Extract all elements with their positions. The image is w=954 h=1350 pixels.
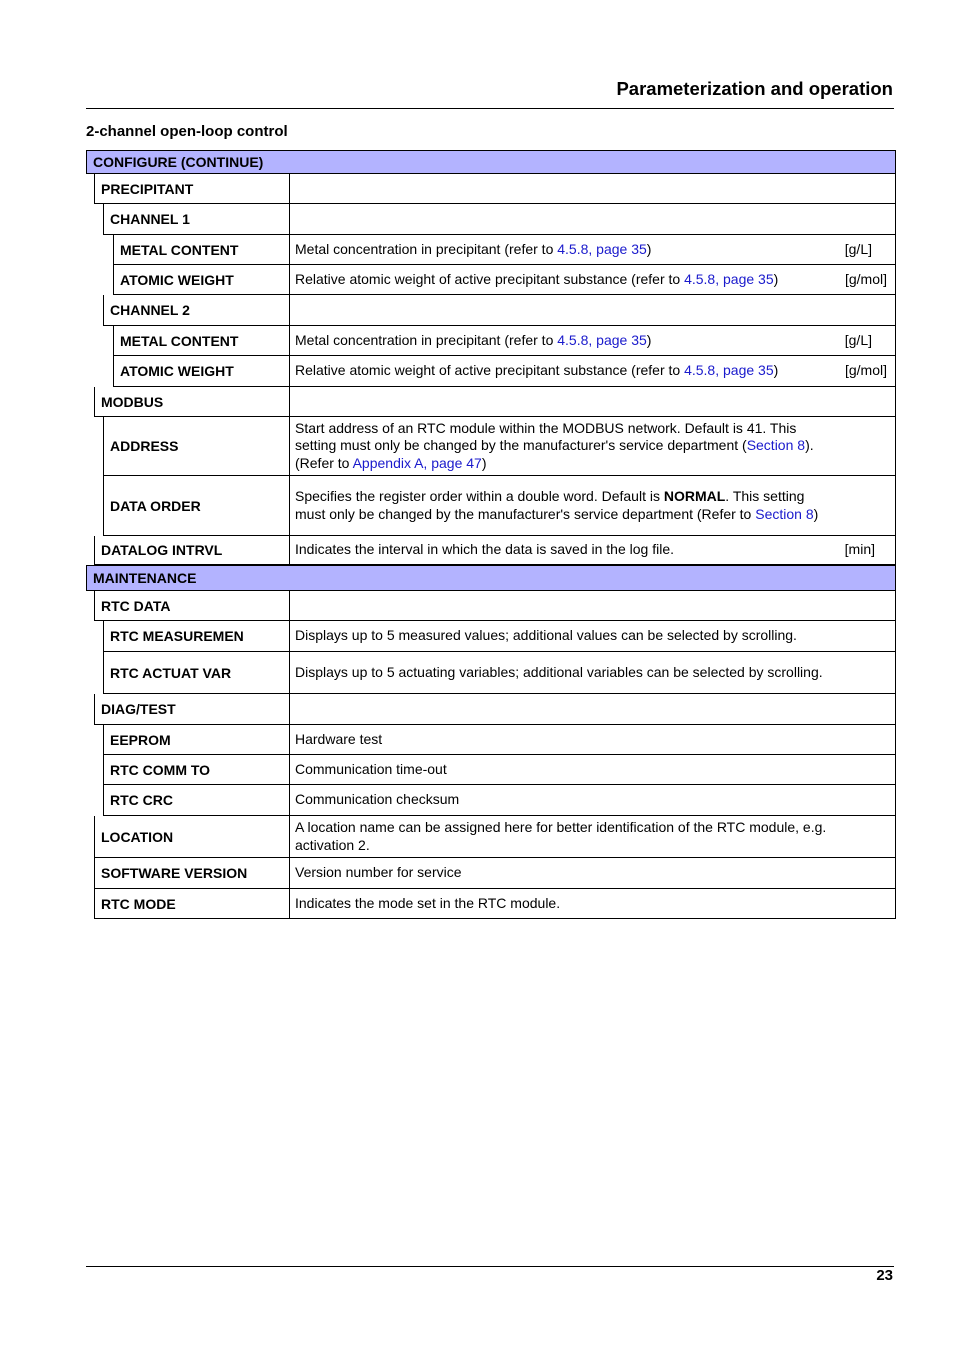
table-row	[86, 785, 896, 816]
row-description: Hardware test	[289, 725, 896, 755]
row-label: DIAG/TEST	[94, 694, 289, 725]
row-description: Relative atomic weight of active precipitant substance (refer to 4.5.8, page 35) [g/mol]	[289, 265, 896, 295]
row-description: Relative atomic weight of active precipitant substance (refer to 4.5.8, page 35) [g/mol]	[289, 356, 896, 387]
row-label: RTC CRC	[103, 785, 289, 816]
row-label: DATA ORDER	[103, 476, 289, 536]
row-label: ATOMIC WEIGHT	[113, 356, 289, 387]
row-description: Version number for service	[289, 858, 896, 889]
row-label: RTC ACTUAT VAR	[103, 652, 289, 694]
unit-label: [g/mol]	[844, 270, 887, 287]
row-label: SOFTWARE VERSION	[94, 858, 289, 889]
table-row	[86, 204, 896, 235]
row-description: A location name can be assigned here for better identification of the RTC module, e.g. activation 2.	[289, 816, 896, 858]
table-row	[86, 356, 896, 387]
row-label: RTC MODE	[94, 889, 289, 919]
row-description: Indicates the mode set in the RTC module.	[289, 889, 896, 919]
xref-link[interactable]: 4.5.8, page 35	[684, 270, 774, 287]
row-label: ADDRESS	[103, 417, 289, 476]
table-row	[86, 621, 896, 652]
table-row	[86, 652, 896, 694]
row-description: Displays up to 5 measured values; additional values can be selected by scrolling.	[289, 621, 896, 652]
table-row	[86, 387, 896, 417]
row-description	[289, 591, 896, 621]
row-label: ATOMIC WEIGHT	[113, 265, 289, 295]
header-rule	[86, 108, 894, 109]
table-row	[86, 755, 896, 785]
table-row	[86, 725, 896, 755]
row-description: Indicates the interval in which the data is saved in the log file. [min]	[289, 536, 896, 565]
row-label: PRECIPITANT	[94, 174, 289, 204]
xref-link[interactable]: Section 8	[755, 505, 814, 522]
unit-label: [min]	[844, 541, 875, 558]
row-label: LOCATION	[94, 816, 289, 858]
row-description	[289, 204, 896, 235]
row-description: Communication checksum	[289, 785, 896, 816]
row-description	[289, 387, 896, 417]
row-label: METAL CONTENT	[113, 235, 289, 265]
table-row	[86, 326, 896, 356]
row-description: Start address of an RTC module within the MODBUS network. Default is 41. This setting must only be changed by the manufacturer's service department (Section 8). (Refer to Appendix A, page 47)	[289, 417, 896, 476]
row-label: RTC MEASUREMEN	[103, 621, 289, 652]
unit-label: [g/mol]	[844, 362, 887, 379]
row-description	[289, 174, 896, 204]
page-number: 23	[876, 1267, 893, 1284]
row-description	[289, 295, 896, 326]
table-row	[86, 858, 896, 889]
table-row	[86, 694, 896, 725]
configure-section-header: CONFIGURE (CONTINUE)	[86, 150, 896, 174]
table-row	[86, 591, 896, 621]
row-label: RTC DATA	[94, 591, 289, 621]
row-description: Displays up to 5 actuating variables; additional variables can be selected by scrolling.	[289, 652, 896, 694]
table-row	[86, 816, 896, 858]
row-label: CHANNEL 1	[103, 204, 289, 235]
row-label: CHANNEL 2	[103, 295, 289, 326]
footer-rule	[86, 1266, 894, 1267]
table-row	[86, 174, 896, 204]
xref-link[interactable]: Appendix A, page 47	[352, 454, 482, 471]
row-description	[289, 694, 896, 725]
table-row	[86, 536, 896, 565]
row-description: Metal concentration in precipitant (refer to 4.5.8, page 35) [g/L]	[289, 326, 896, 356]
maintenance-section-header: MAINTENANCE	[86, 565, 896, 591]
table-row	[86, 889, 896, 919]
row-description: Communication time-out	[289, 755, 896, 785]
row-label: DATALOG INTRVL	[94, 536, 289, 565]
table-row	[86, 265, 896, 295]
xref-link[interactable]: 4.5.8, page 35	[684, 362, 774, 379]
unit-label: [g/L]	[844, 240, 872, 257]
table-row	[86, 476, 896, 536]
row-label: METAL CONTENT	[113, 326, 289, 356]
xref-link[interactable]: 4.5.8, page 35	[557, 331, 647, 348]
table-row	[86, 295, 896, 326]
row-label: RTC COMM TO	[103, 755, 289, 785]
xref-link[interactable]: 4.5.8, page 35	[557, 240, 647, 257]
row-label: MODBUS	[94, 387, 289, 417]
table-row	[86, 235, 896, 265]
table-row	[86, 417, 896, 476]
section-title: 2-channel open-loop control	[86, 123, 288, 140]
xref-link[interactable]: Section 8	[746, 437, 806, 454]
row-description: Metal concentration in precipitant (refer to 4.5.8, page 35) [g/L]	[289, 235, 896, 265]
row-description: Specifies the register order within a double word. Default is NORMAL. This setting must only be changed by the manufacturer's service department (Refer to Section 8)	[289, 476, 896, 536]
page-header-title: Parameterization and operation	[616, 78, 893, 99]
unit-label: [g/L]	[844, 331, 872, 348]
row-label: EEPROM	[103, 725, 289, 755]
